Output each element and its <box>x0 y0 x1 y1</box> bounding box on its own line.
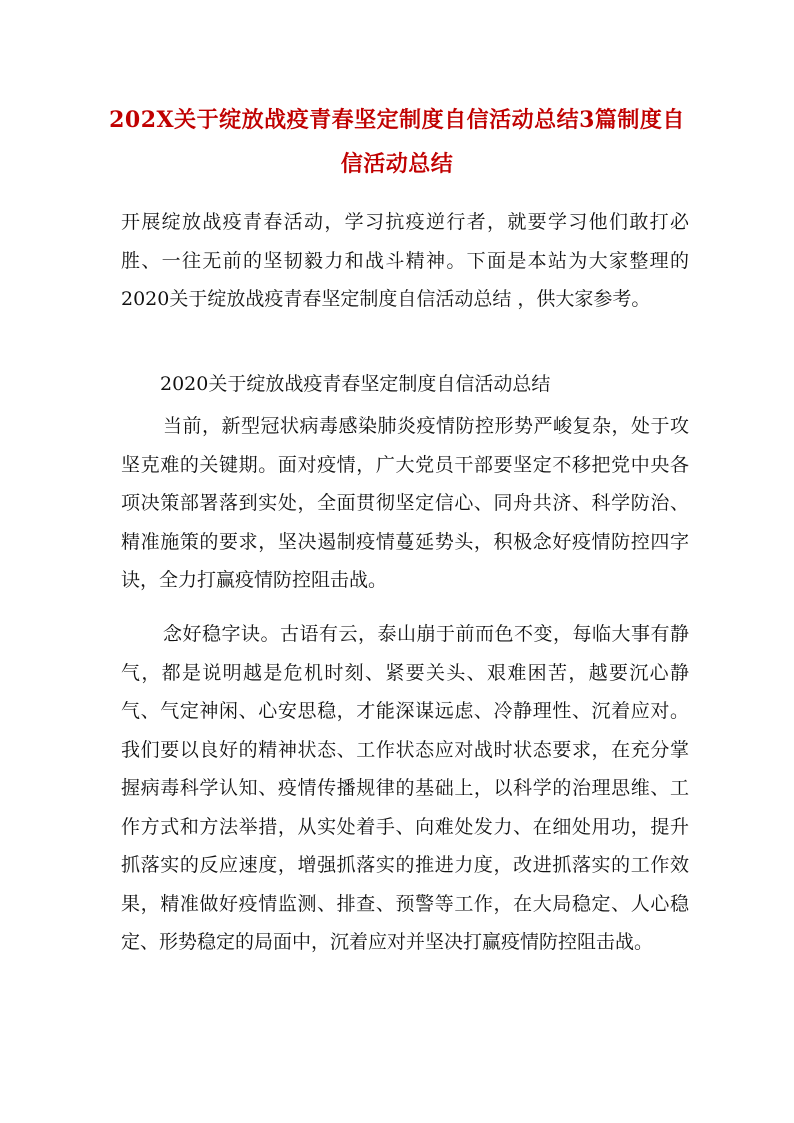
section-subtitle: 2020关于绽放战疫青春坚定制度自信活动总结 <box>160 373 551 395</box>
document-title: 202X关于绽放战疫青春坚定制度自信活动总结3篇制度自信活动总结 <box>109 107 685 177</box>
body-paragraph: 当前，新型冠状病毒感染肺炎疫情防控形势严峻复杂，处于攻坚克难的关键期。面对疫情，广大党员干部要坚定不移把党中央各项决策部署落到实处，全面贯彻坚定信心、同舟共济、科学防治、精准施策的要求，坚决遏制疫情蔓延势头，积极念好疫情防控四字诀，全力打赢疫情防控阻击战。 <box>121 415 689 591</box>
body-paragraph: 念好稳字诀。古语有云，泰山崩于前而色不变，每临大事有静气，都是说明越是危机时刻、紧要关头、艰难困苦，越要沉心静气、气定神闲、心安思稳，才能深谋远虑、冷静理性、沉着应对。我们要以良好的精神状态、工作状态应对战时状态要求，在充分掌握病毒科学认知、疫情传播规律的基础上，以科学的治理思维、工作方式和方法举措，从实处着手、向难处发力、在细处用功，提升抓落实的反应速度，增强抓落实的推进力度，改进抓落实的工作效果，精准做好疫情监测、排查、预警等工作，在大局稳定、人心稳定、形势稳定的局面中，沉着应对并坚决打赢疫情防控阻击战。 <box>121 623 689 953</box>
intro-paragraph: 开展绽放战疫青春活动，学习抗疫逆行者，就要学习他们敢打必胜、一往无前的坚韧毅力和战斗精神。下面是本站为大家整理的2020关于绽放战疫青春坚定制度自信活动总结 ，供大家参考。 <box>121 211 689 310</box>
